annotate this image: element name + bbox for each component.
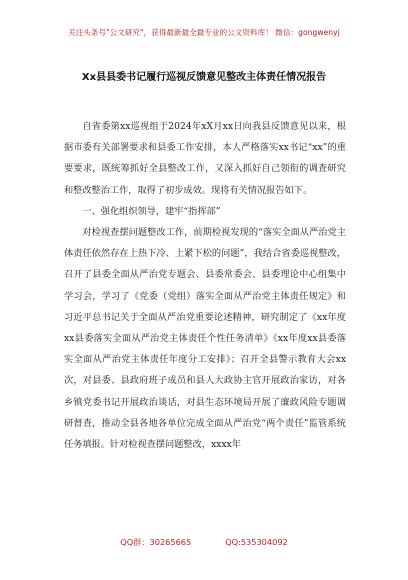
footer-qq: QQ:535304092 — [225, 537, 288, 547]
section-heading: 一、强化组织领导，建牢“指挥部” — [82, 205, 221, 217]
document-title: Xx县县委书记履行巡视反馈意见整改主体责任情况报告 — [81, 72, 327, 83]
paragraph: 对检视查摆问题整改工作，前期检视发现的“落实全面从严治党主体责任依然存在上热下冷、上紧下松的问题”，我结合省委巡视整改，召开了县委全面从严治党专题会、县委常委会、县委理论中心组集中学习会，学习了《党委（党组）落实全面从严治党主体责任规定》和习近平总书记关于全面从严治党重要论述精神，研究制定了《xx年度xx县委落实全面从严治党主体责任个性任务清单》《xx年度xx县委落实全面从严治党主体责任年度分工安排》；召开全县警示教育大会xx次，对县委、县政府班子成员和县人大政协主官开展政治家访，对各乡镇党委书记开展政治谈话，对县生态环境局开展了廉政风险专题调研督查，推动全县各地各单位完成全面从严治党“两个责任”监管系统任务填报。针对检视查摆问题整改，xxxx年 — [64, 227, 346, 451]
paragraph: 自省委第xx巡视组于2024年xX月xx日向我县反馈意见以来，根据市委有关部署要求和县委工作安排，本人严格落实xx书记“xx”的重要要求，既统筹抓好全县整改工作，又深入抓好自己领衔的调查研究和整改整治工作，取得了初步成效。现将有关情况报告如下。 — [64, 121, 346, 196]
footer-contact — [0, 537, 408, 548]
footer-qq-group: QQ群：30265665 — [120, 537, 192, 547]
header-banner: 关注头条号"公文研究"，获得最新最全最专业的公文资料库！ 微信：gongwenyj — [68, 28, 340, 37]
document-body — [64, 116, 346, 455]
